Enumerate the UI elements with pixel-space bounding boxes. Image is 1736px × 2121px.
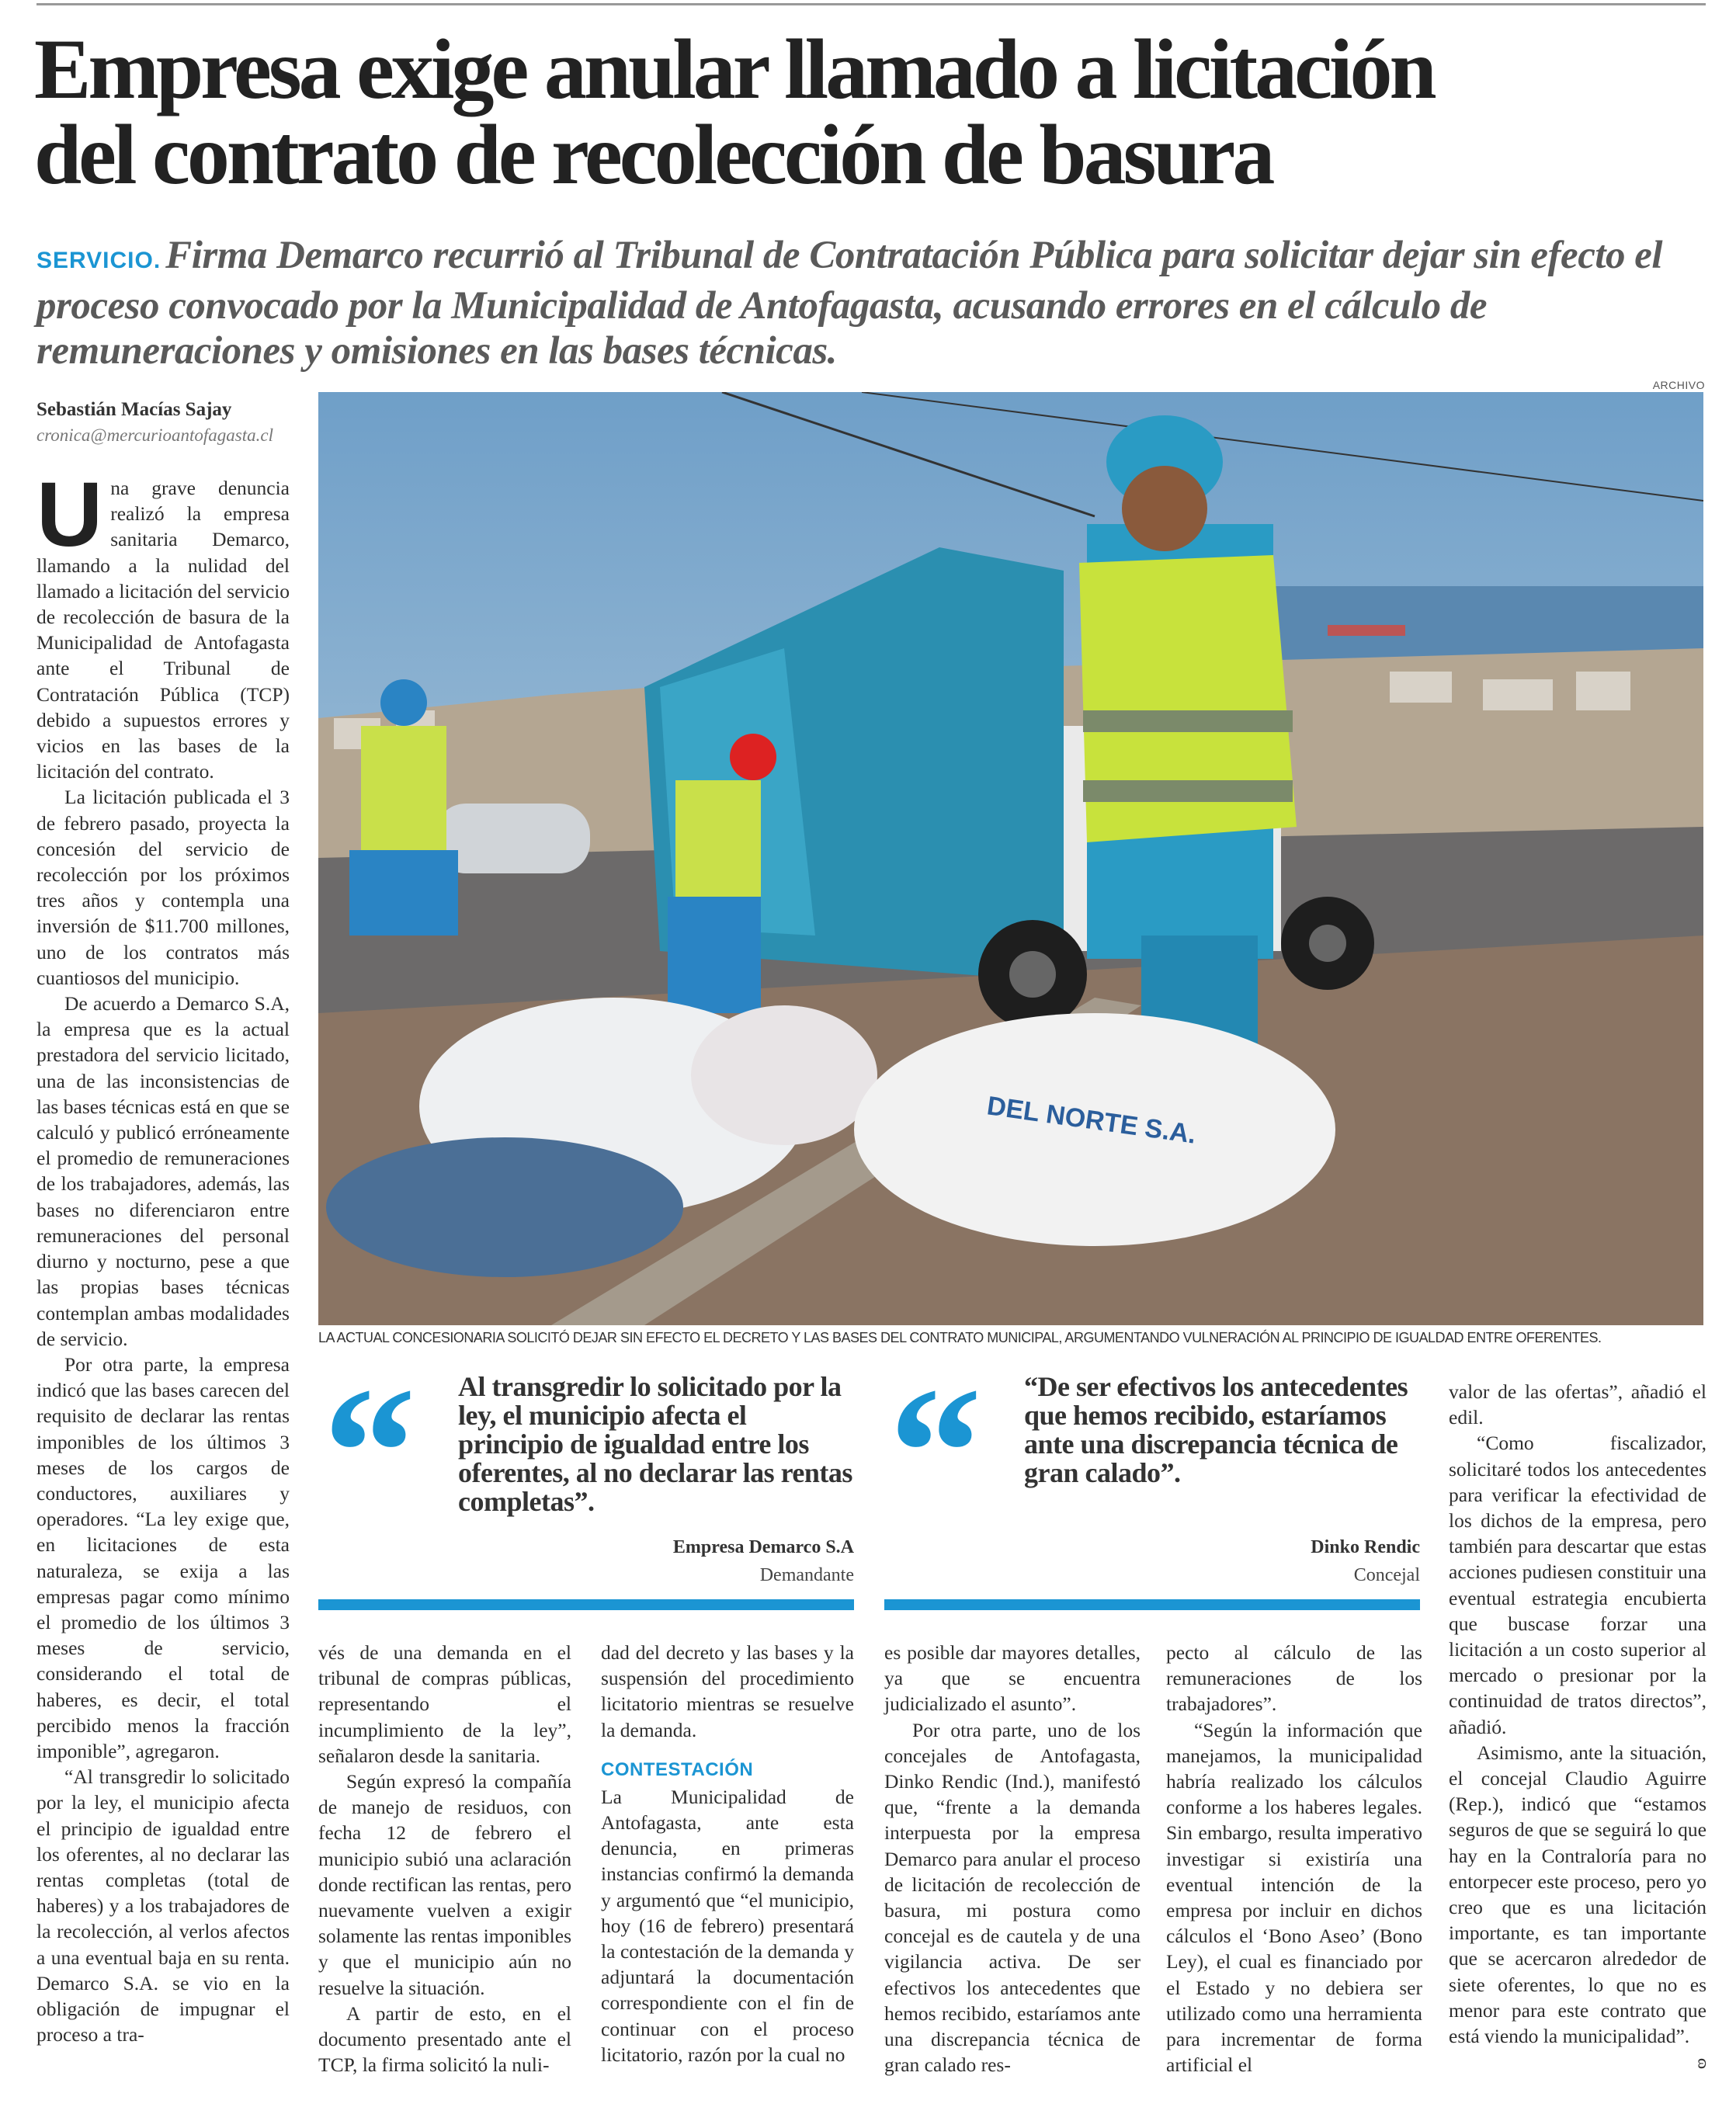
photo-credit: ARCHIVO bbox=[1652, 379, 1705, 391]
paragraph-text: Según expresó la compañía de manejo de residuos, con fecha 12 de febrero el municipio subió una aclaración donde rectifican las rentas, pero nuevamente vuelven a exigir solamente las rentas imponibles y que el municipio aún no resuelve la situación. bbox=[318, 1770, 571, 1999]
paragraph-text: dad del decreto y las bases y la suspensión del procedimiento licitatorio mientras se resuelve la demanda. bbox=[601, 1641, 854, 1741]
paragraph-text: De acuerdo a Demarco S.A, la empresa que es la actual prestadora del servicio licitado, una de las inconsistencias de las bases técnicas está en que se calculó y publicó erróneamente el promedio de remuneraciones de los trabajadores, además, las bases no diferenciaron entre remuneraciones del personal diurno y nocturno, pese a que las propias bases técnicas contemplan ambas modalidades de servicio. bbox=[36, 992, 290, 1350]
article-paragraph bbox=[1449, 1740, 1706, 2074]
article-column-2 bbox=[318, 1640, 571, 2078]
bag-print: DEL NORTE S.A. bbox=[984, 1091, 1198, 1150]
article-paragraph bbox=[36, 1764, 290, 2047]
pull-quote-source: Empresa Demarco S.A bbox=[672, 1537, 854, 1557]
article-photo bbox=[318, 392, 1703, 1325]
article-paragraph bbox=[36, 463, 290, 784]
paragraph-text: es posible dar mayores detalles, ya que se encuentra judicializado el asunto”. bbox=[884, 1641, 1141, 1716]
section-subheading: CONTESTACIÓN bbox=[601, 1758, 754, 1780]
article-paragraph bbox=[36, 991, 290, 1352]
subtitle bbox=[36, 233, 1706, 373]
top-rule bbox=[36, 3, 1706, 5]
article-column-4 bbox=[884, 1640, 1141, 2078]
article-paragraph bbox=[1449, 1379, 1706, 1430]
article-column-3 bbox=[601, 1640, 854, 2067]
paragraph-text: Por otra parte, uno de los concejales de Antofagasta, Dinko Rendic (Ind.), manifestó que, “frente a la demanda interpuesta por la empresa Demarco para anular el proceso de licitación de recolección de basura, mi postura como concejal es de cautela y de una vigilancia activa. De ser efectivos los antecedentes que hemos recibido, estaríamos ante una discrepancia técnica de gran calado res- bbox=[884, 1718, 1141, 2077]
paragraph-text: “Al transgredir lo solicitado por la ley, el municipio afecta el principio de igualdad entre los oferentes, al no declarar las rentas completas (total de haberes) y a los trabajadores de la recolección, al verlos afectos a una eventual baja en su renta. Demarco S.A. se vio en la obligación de impugnar el proceso a tra- bbox=[36, 1765, 290, 2046]
paragraph-text: “Como fiscalizador, solicitaré todos los antecedentes para verificar la efectividad de los dichos de la empresa, pero también para descartar que estas acciones pudiesen constituir una eventual estrategia encubierta que buscase forzar una licitación a un costo superior al mercado o presionar por la continuidad de tratos directos”, añadió. bbox=[1449, 1432, 1706, 1738]
headline-line-2: del contrato de recolección de basura bbox=[34, 107, 1272, 202]
pull-quote-text: Al transgredir lo solicitado por la ley, el municipio afecta el principio de igualdad entre los oferentes, al no declarar las rentas completas”. bbox=[458, 1371, 852, 1517]
quote-marks-icon: “ bbox=[323, 1349, 416, 1555]
paragraph-text: “Según la información que manejamos, la municipalidad habría realizado los cálculos conforme a los haberes legales. Sin embargo, resulta imperativo investigar si existiría una eventual intención de la empresa por incluir en dichos cálculos el ‘Bono Aseo’ (Bono Ley), el cual es financiado por el Estado y no debiera ser utilizado como una herramienta para incrementar de forma artificial el bbox=[1166, 1718, 1422, 2077]
article-paragraph bbox=[601, 1640, 854, 1743]
article-paragraph bbox=[884, 1717, 1141, 2078]
garbage-collection-photo bbox=[318, 392, 1703, 1325]
paragraph-text: Por otra parte, la empresa indicó que las bases carecen del requisito de declarar las rentas imponibles de los últimos 3 meses de los cargos de conductores, auxiliares y operadores. “La ley exige que, en licitaciones de esta naturaleza, se exija a las empresas pagar como mínimo el promedio de los últimos 3 meses de servicio, considerando el total de haberes, es decir, el total percibido menos la fracción imponible”, agregaron. bbox=[36, 1352, 290, 1762]
article-paragraph bbox=[601, 1784, 854, 2067]
paragraph-text: na grave denuncia realizó la empresa sanitaria Demarco, llamando a la nulidad del llamado a licitación del servicio de recolección de basura de la Municipalidad de Antofagasta ante el Tribunal de Contratación Pública (TCP) debido a supuestos errores y vicios en las bases de la licitación del contrato. bbox=[36, 477, 290, 783]
paragraph-text: valor de las ofertas”, añadió el edil. bbox=[1449, 1380, 1706, 1429]
headline bbox=[34, 22, 1703, 202]
paragraph-text: pecto al cálculo de las remuneraciones de los trabajadores”. bbox=[1166, 1641, 1422, 1716]
section-kicker: SERVICIO. bbox=[36, 248, 161, 273]
drop-cap: U bbox=[36, 463, 103, 566]
photo-caption: LA ACTUAL CONCESIONARIA SOLICITÓ DEJAR SIN EFECTO EL DECRETO Y LAS BASES DEL CONTRATO MUNICIPAL, ARGUMENTANDO VULNERACIÓN AL PRINCIPIO DE IGUALDAD ENTRE OFERENTES. bbox=[318, 1330, 1602, 1345]
paragraph-text: Asimismo, ante la situación, el concejal Claudio Aguirre (Rep.), indicó que “estamos seguros de que se seguirá lo que hay en la Contraloría para no entorpecer este proceso, pero yo creo que es una licitación importante, es tan importante que se acercaron alrededor de siete oferentes, lo que no es menor para este contrato que está viendo la municipalidad”. bbox=[1449, 1741, 1706, 2048]
paragraph-text: A partir de esto, en el documento presentado ante el TCP, la firma solicitó la nuli- bbox=[318, 2001, 571, 2077]
article-paragraph bbox=[1166, 1717, 1422, 2078]
quote-marks-icon: “ bbox=[889, 1349, 982, 1555]
article-paragraph bbox=[318, 2001, 571, 2078]
paragraph-text: La licitación publicada el 3 de febrero pasado, proyecta la concesión del servicio de recolección por los próximos tres años y contempla una inversión de $11.700 millones, uno de los contratos más cuantiosos del municipio. bbox=[36, 786, 290, 989]
paragraph-text: La Municipalidad de Antofagasta, ante esta denuncia, en primeras instancias confirmó la demanda y argumentó que “el municipio, hoy (16 de febrero) presentará la contestación de la demanda y adjuntará la documentación correspondiente con el fin de continuar con el proceso licitatorio, razón por la cual no bbox=[601, 1785, 854, 2066]
pull-quote-role: Demandante bbox=[759, 1565, 854, 1585]
article-paragraph bbox=[884, 1640, 1141, 1717]
article-paragraph bbox=[1449, 1430, 1706, 1739]
pull-quote-rule bbox=[884, 1599, 1420, 1610]
subtitle-text: Firma Demarco recurrió al Tribunal de Contratación Pública para solicitar dejar sin efecto el proceso convocado por la Municipalidad de Antofagasta, acusando errores en el cálculo de remuneraciones y omisiones en las bases técnicas. bbox=[36, 234, 1663, 373]
article-column-5 bbox=[1166, 1640, 1422, 2078]
article-column-1 bbox=[36, 463, 290, 2047]
article-paragraph bbox=[36, 1352, 290, 1764]
pull-quote-role: Concejal bbox=[1353, 1565, 1420, 1585]
pull-quote-rule bbox=[318, 1599, 854, 1610]
article-paragraph bbox=[1166, 1640, 1422, 1717]
pull-quote-source: Dinko Rendic bbox=[1311, 1537, 1420, 1557]
headline-line-1: Empresa exige anular llamado a licitación bbox=[34, 22, 1434, 116]
pull-quote-rendic bbox=[884, 1349, 1420, 1606]
author-email: cronica@mercurioantofagasta.cl bbox=[36, 425, 273, 445]
end-of-article-icon: ʚ bbox=[1697, 2050, 1706, 2074]
pull-quote-text: “De ser efectivos los antecedentes que hemos recibido, estaríamos ante una discrepancia técnica de gran calado”. bbox=[1024, 1371, 1408, 1488]
paragraph-text: vés de una demanda en el tribunal de compras públicas, representando el incumplimiento de la ley”, señalaron desde la sanitaria. bbox=[318, 1641, 571, 1767]
article-paragraph bbox=[318, 1640, 571, 1769]
article-paragraph bbox=[318, 1769, 571, 2001]
pull-quote-demarco bbox=[318, 1349, 854, 1606]
author-name: Sebastián Macías Sajay bbox=[36, 399, 232, 420]
article-column-6 bbox=[1449, 1379, 1706, 2074]
article-paragraph bbox=[36, 784, 290, 991]
